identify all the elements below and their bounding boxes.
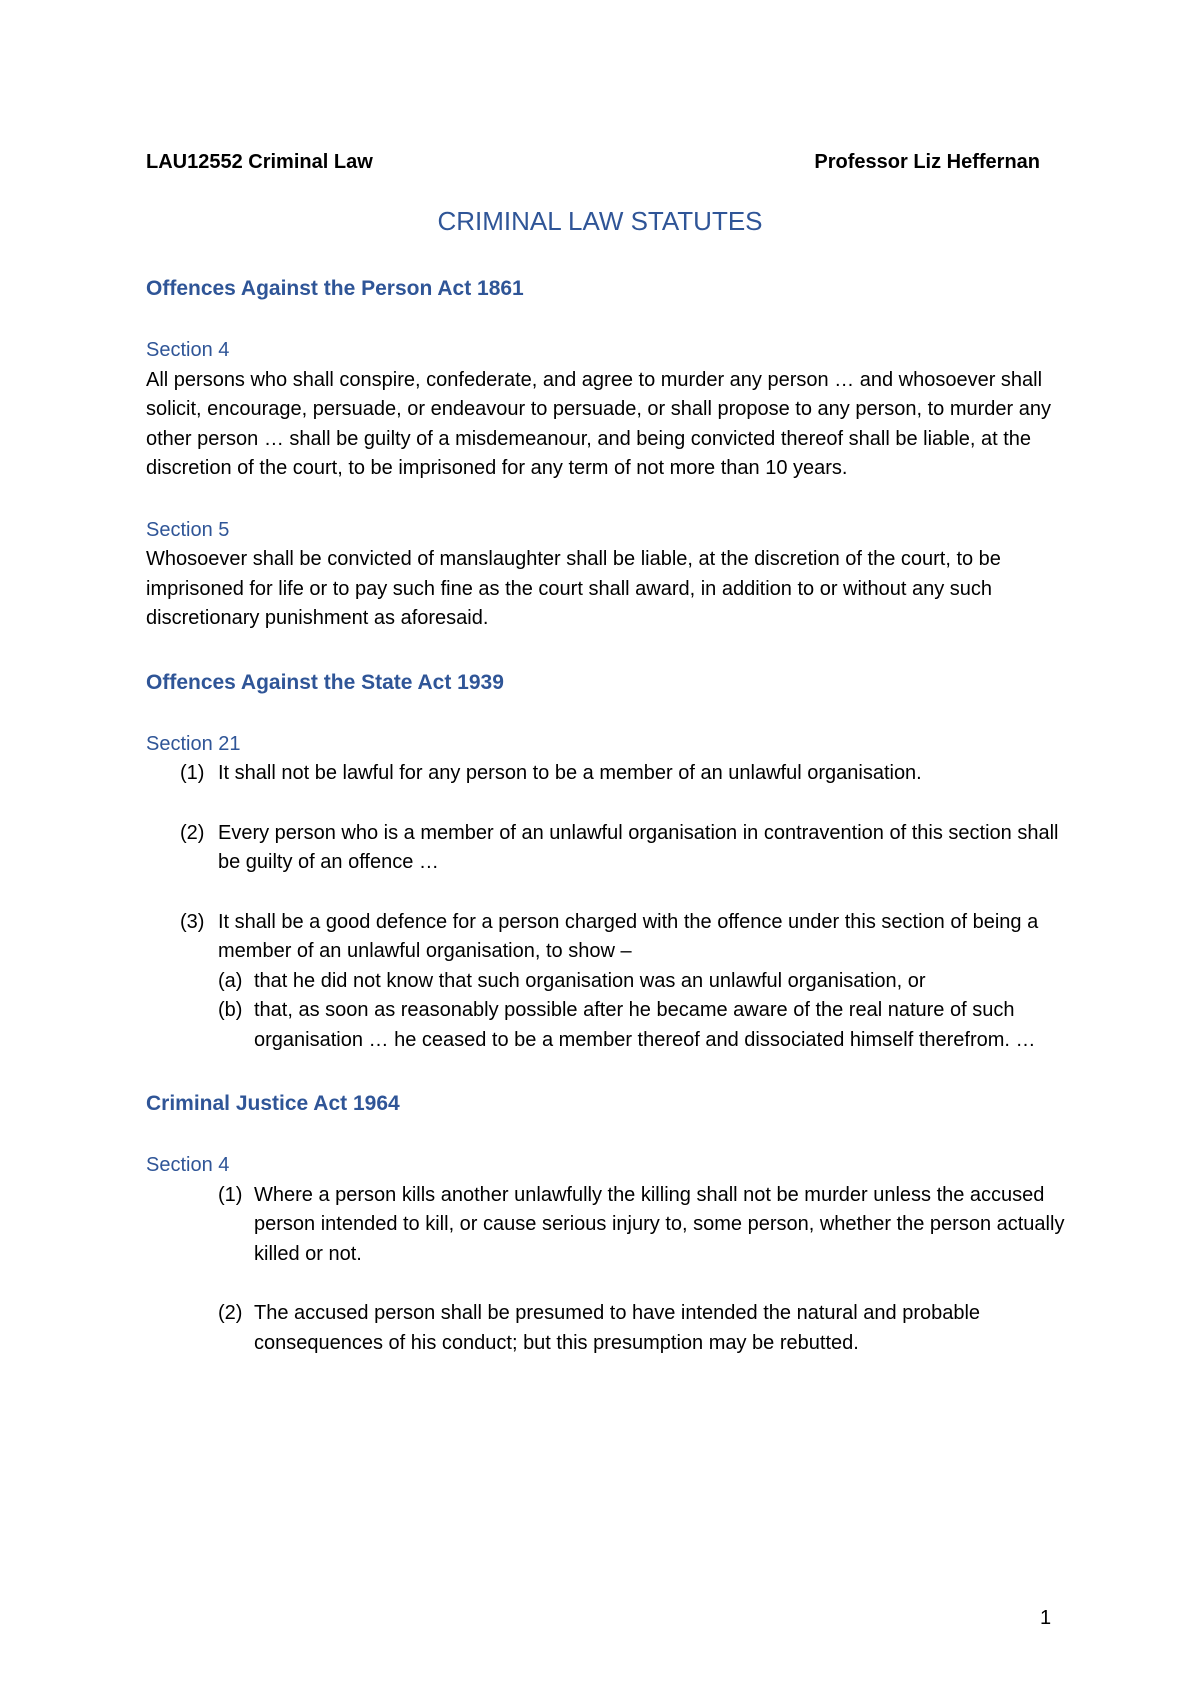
clause-number: (1) [180, 762, 205, 784]
clause-number: (1) [218, 1183, 243, 1206]
section-text: Whosoever shall be convicted of manslaughter shall be liable, at the discretion of the court, to be imprisoned for life or to pay such fine as the court shall award, in addition to or without any such discretionary punishment as aforesaid. [146, 548, 1001, 629]
subclause-text: that he did not know that such organisation was an unlawful organisation, or [254, 969, 926, 992]
section-label: Section 4 [146, 1154, 230, 1176]
clause [146, 908, 1066, 967]
clause-text: Every person who is a member of an unlawful organisation in contravention of this section shall be guilty of an offence … [218, 821, 1059, 873]
subclause [146, 996, 1066, 1055]
clause-text: Where a person kills another unlawfully the killing shall not be murder unless the accused person intended to kill, or cause serious injury to, some person, whether the person actually killed or not. [254, 1183, 1065, 1265]
page-number: 1 [1040, 1607, 1052, 1629]
clause-number: (2) [180, 821, 205, 844]
section-label: Section 4 [146, 339, 230, 361]
clause [146, 819, 1066, 878]
clause-text: It shall be a good defence for a person charged with the offence under this section of being a member of an unlawful organisation, to show – [218, 910, 1039, 962]
document-body [146, 274, 1066, 1358]
clause [146, 1181, 1066, 1270]
section-text: All persons who shall conspire, confederate, and agree to murder any person … and whosoever shall solicit, encourage, persuade, or endeavour to persuade, or shall propose to any person, to murder any other person … shall be guilty of a misdemeanour, and being convicted thereof shall be liable, at the discretion of the court, to be imprisoned for any term of not more than 10 years. [146, 368, 1051, 479]
clause-text: It shall not be lawful for any person to be a member of an unlawful organisation. [218, 762, 922, 784]
course-code-title: LAU12552 Criminal Law [146, 151, 373, 173]
clause-text: The accused person shall be presumed to have intended the natural and probable consequences of his conduct; but this presumption may be rebutted. [254, 1302, 981, 1354]
clause [146, 1299, 1066, 1358]
document-title: CRIMINAL LAW STATUTES [437, 206, 763, 236]
subclause-number: (a) [218, 969, 243, 992]
clause [146, 759, 1066, 789]
act-heading-person-1861: Offences Against the Person Act 1861 [146, 277, 524, 300]
section-label: Section 21 [146, 732, 241, 755]
subclause [146, 967, 1066, 997]
act-heading-justice-1964: Criminal Justice Act 1964 [146, 1092, 400, 1115]
subclause-number: (b) [218, 999, 243, 1021]
page-header [146, 150, 1040, 174]
act-heading-state-1939: Offences Against the State Act 1939 [146, 670, 504, 694]
clause-number: (3) [180, 910, 205, 933]
author-name: Professor Liz Heffernan [814, 151, 1040, 173]
section-label: Section 5 [146, 518, 230, 541]
clause-number: (2) [218, 1302, 243, 1324]
subclause-text: that, as soon as reasonably possible after he became aware of the real nature of such organisation … he ceased to be a member thereof and dissociated himself therefrom. … [254, 999, 1036, 1051]
